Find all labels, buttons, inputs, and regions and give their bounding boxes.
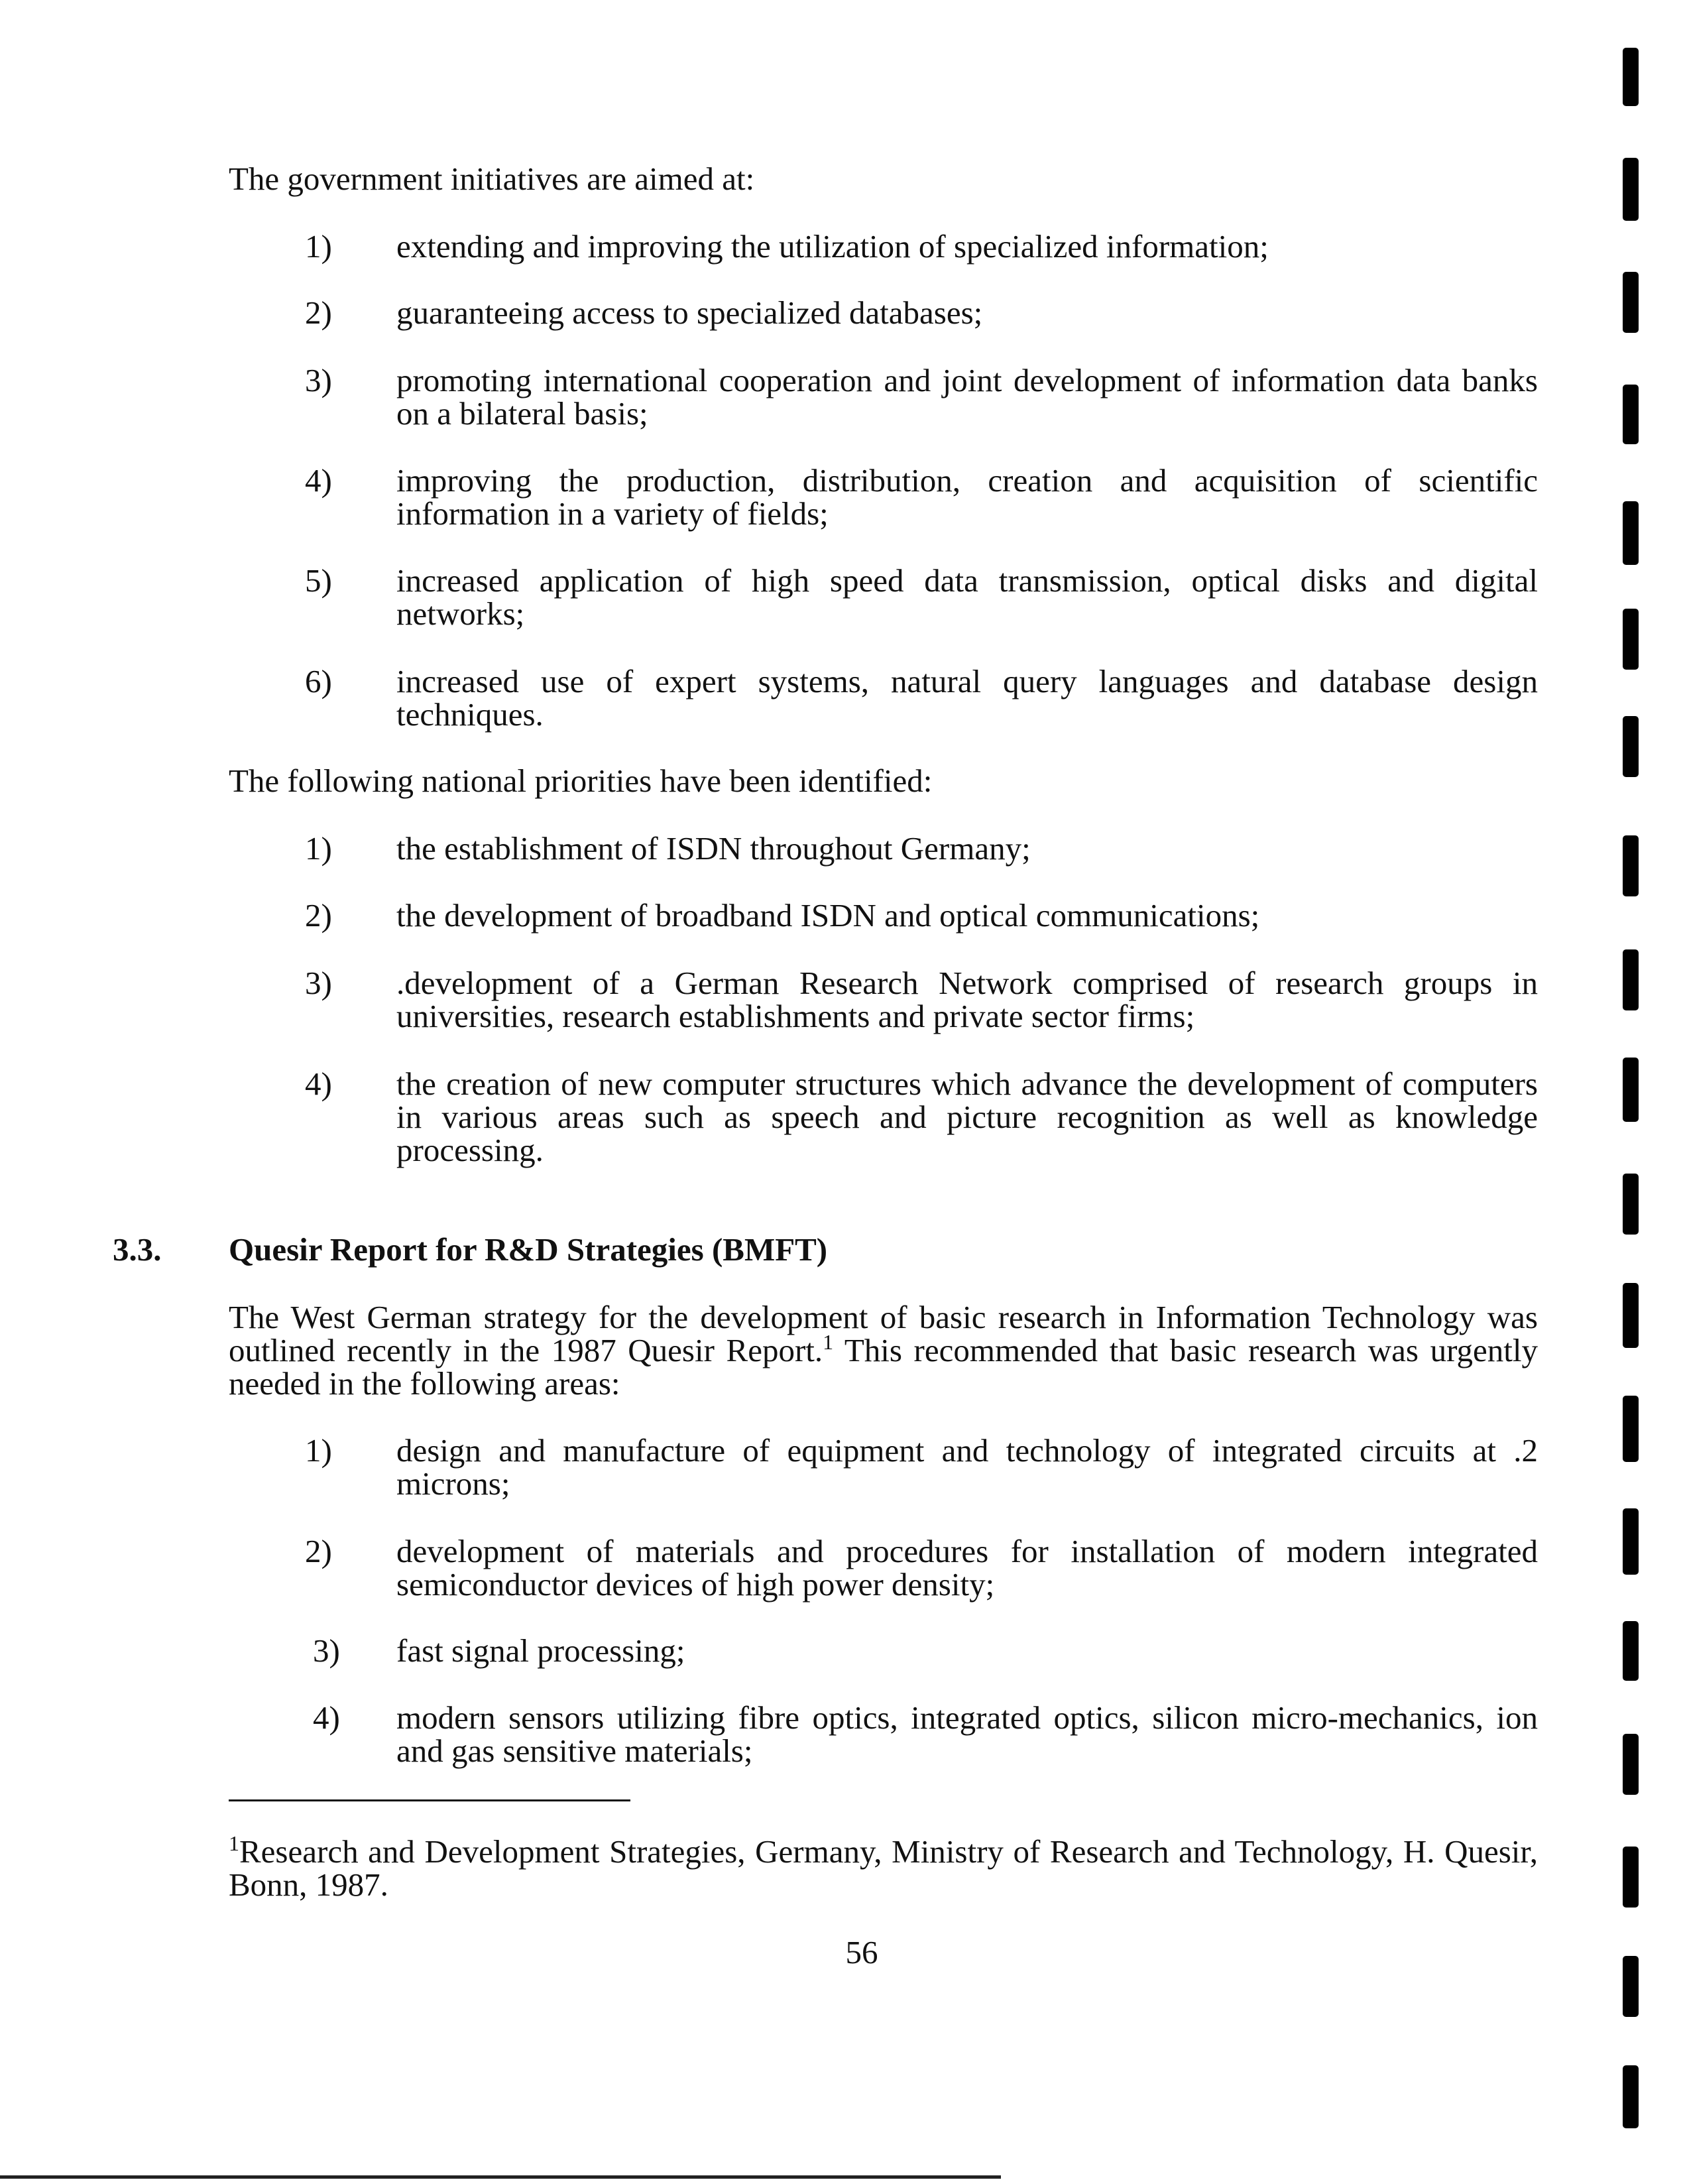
scan-edge-mark	[1623, 2065, 1639, 2128]
list-item-text: increased use of expert systems, natural query languages and database design techniques.	[396, 663, 1538, 733]
list-item-number: 4)	[313, 1699, 340, 1736]
page-number: 56	[845, 1934, 878, 1971]
priorities-intro: The following national priorities have been identified:	[229, 762, 933, 799]
scan-edge-mark	[1623, 1396, 1639, 1462]
list-item-number: 3)	[305, 965, 332, 1001]
list-item-number: 2)	[305, 897, 332, 934]
scan-edge-mark	[1623, 1058, 1639, 1122]
list-item-number: 1)	[305, 830, 332, 867]
list-item-number: 4)	[305, 462, 332, 499]
list-item-number: 1)	[305, 1432, 332, 1469]
scan-edge-mark	[1623, 716, 1639, 777]
list-item-text: extending and improving the utilization of specialized information;	[396, 228, 1269, 265]
footnote-text: Research and Development Strategies, Germany, Ministry of Research and Technology, H. Quesir, Bonn, 1987.	[229, 1833, 1538, 1903]
section-paragraph-continuation: This recommended that basic research was urgently needed in the following areas:	[229, 1332, 1538, 1402]
list-item-number: 2)	[305, 294, 332, 331]
list-item-number: 4)	[305, 1065, 332, 1102]
section-title: Quesir Report for R&D Strategies (BMFT)	[229, 1231, 828, 1268]
list-item-text: .development of a German Research Network comprised of research groups in universities, research establishments and private sector firms;	[396, 965, 1538, 1034]
footnote-reference: 1	[823, 1330, 834, 1354]
list-item-text: fast signal processing;	[396, 1632, 685, 1669]
scan-edge-mark	[1623, 1621, 1639, 1681]
list-item-text: the creation of new computer structures which advance the development of computers in various areas such as speech and picture recognition as well as knowledge processing.	[396, 1065, 1538, 1168]
scan-edge-mark	[1623, 1508, 1639, 1575]
list-item-number: 6)	[305, 663, 332, 699]
scan-edge-mark	[1623, 1847, 1639, 1908]
list-item-text: promoting international cooperation and joint development of information data banks on a bilateral basis;	[396, 362, 1538, 432]
scan-edge-mark	[1623, 1174, 1639, 1235]
footnote-marker: 1	[229, 1831, 239, 1855]
footnote	[229, 1831, 1538, 1903]
list-item-text: development of materials and procedures for installation of modern integrated semiconductor devices of high power density;	[396, 1533, 1538, 1603]
list-item-text: the establishment of ISDN throughout Germany;	[396, 830, 1031, 867]
section-number: 3.3.	[113, 1231, 162, 1268]
list-item-text: guaranteeing access to specialized databases;	[396, 294, 983, 331]
scan-edge-mark	[1623, 1734, 1639, 1795]
list-item-number: 3)	[313, 1632, 340, 1669]
scan-edge-mark	[1623, 48, 1639, 106]
list-item-text: design and manufacture of equipment and technology of integrated circuits at .2 microns;	[396, 1432, 1538, 1502]
initiatives-intro: The government initiatives are aimed at:	[229, 160, 755, 197]
list-item-number: 5)	[305, 562, 332, 599]
list-item-number: 1)	[305, 228, 332, 265]
footnote-divider	[229, 1799, 630, 1801]
section-paragraph	[229, 1301, 1538, 1400]
scan-edge-mark	[1623, 835, 1639, 896]
scan-bottom-edge	[0, 2175, 1001, 2179]
scan-edge-mark	[1623, 1283, 1639, 1348]
scan-edge-mark	[1623, 1956, 1639, 2017]
scan-edge-mark	[1623, 158, 1639, 221]
list-item-text: the development of broadband ISDN and optical communications;	[396, 897, 1260, 934]
list-item-number: 2)	[305, 1533, 332, 1569]
scan-edge-mark	[1623, 501, 1639, 565]
list-item-number: 3)	[305, 362, 332, 398]
list-item-text: increased application of high speed data transmission, optical disks and digital networks;	[396, 562, 1538, 632]
scan-edge-mark	[1623, 949, 1639, 1010]
scan-edge-mark	[1623, 609, 1639, 670]
scan-edge-mark	[1623, 272, 1639, 333]
list-item-text: improving the production, distribution, creation and acquisition of scientific information in a variety of fields;	[396, 462, 1538, 532]
list-item-text: modern sensors utilizing fibre optics, integrated optics, silicon micro-mechanics, ion and gas sensitive materials;	[396, 1699, 1538, 1769]
scan-edge-mark	[1623, 385, 1639, 444]
section-paragraph-text: The West German strategy for the development of basic research in Information Technology was outlined recently in the 1987 Quesir Report.	[229, 1299, 1538, 1368]
